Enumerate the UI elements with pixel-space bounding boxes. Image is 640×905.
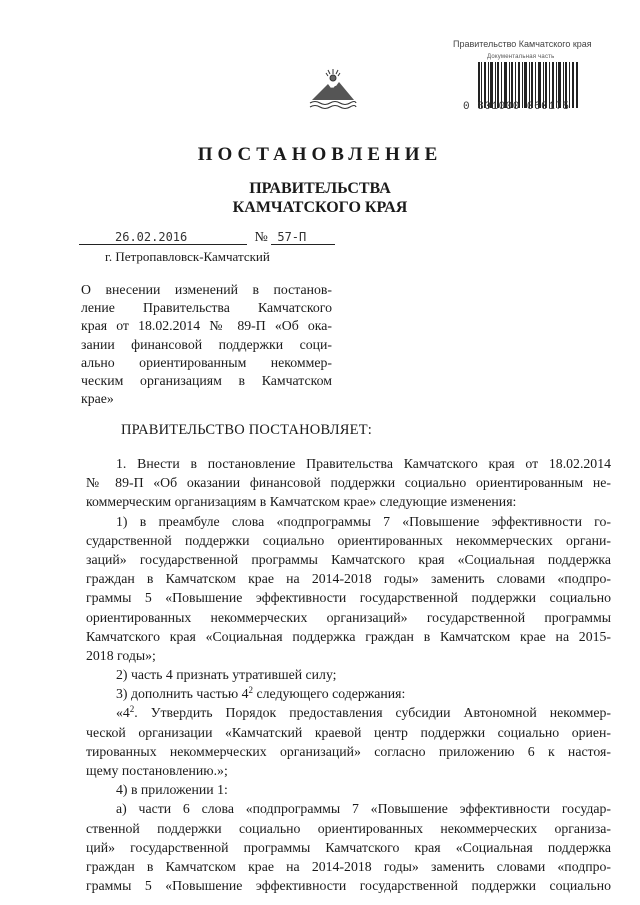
- body-line: [86, 627, 611, 646]
- document-date: 26.02.2016: [79, 230, 247, 245]
- body-line: [86, 588, 611, 607]
- body-line-text: ственной поддержки социально ориентированных некоммерческих организа-: [86, 820, 611, 836]
- body-line: [86, 512, 611, 531]
- body-line: [86, 608, 611, 627]
- body-line: [86, 454, 611, 473]
- body-line: [86, 684, 611, 703]
- body-line-text: 4) в приложении 1:: [116, 782, 228, 798]
- body-line-text: № 89-П «Об оказании финансовой поддержки социально ориентированным не-: [86, 475, 611, 491]
- body-line: [86, 742, 611, 761]
- body-line-text: 2) часть 4 признать утратившей силу;: [116, 667, 337, 683]
- subject-line: зании финансовой поддержки соци-: [81, 336, 332, 352]
- place-of-issue: г. Петропавловск-Камчатский: [105, 249, 270, 264]
- body-line: [86, 723, 611, 742]
- issuer-line-2: КАМЧАТСКОГО КРАЯ: [232, 199, 408, 216]
- body-line-text: «4: [116, 705, 130, 721]
- number-label: №: [254, 230, 268, 245]
- subject-line: ление Правительства Камчатского: [81, 300, 332, 316]
- body-line: [86, 838, 611, 857]
- superscript: 2: [129, 704, 135, 715]
- date-number-line: [79, 230, 335, 246]
- superscript: 2: [248, 685, 254, 696]
- body-line: [86, 492, 611, 511]
- body-line-text: Камчатского края «Социальная поддержка граждан в Камчатском крае на 2015-: [86, 628, 611, 644]
- subject-line: О внесении изменений в постанов-: [81, 282, 332, 297]
- body-line-text: сударственной поддержки социально ориентированных некоммерческих органи-: [86, 532, 611, 548]
- subject-line: крае»: [81, 391, 114, 407]
- document-title: ПОСТАНОВЛЕНИЕ: [197, 144, 443, 165]
- issuer-line-1: ПРАВИТЕЛЬСТВА: [249, 180, 391, 197]
- body-line: [86, 819, 611, 838]
- body-line-text: а) части 6 слова «подпрограммы 7 «Повышение эффективности государ-: [116, 801, 611, 817]
- body-line-text: 2018 годы»;: [86, 647, 156, 663]
- kamchatka-emblem-icon: [306, 66, 360, 112]
- body-line-text: граждан в Камчатском крае на 2014-2018 годы» заменить словами «подпро-: [86, 571, 611, 587]
- body-line-text: 1) в преамбуле слова «подпрограммы 7 «Повышение эффективности го-: [116, 513, 611, 529]
- body-line-text: коммерческим организациям в Камчатском крае» следующие изменения:: [86, 494, 517, 510]
- subject-line: края от 18.02.2014 № 89-П «Об ока-: [81, 318, 332, 334]
- body-line-text: граммы 5 «Повышение эффективности государственной поддержки социально: [86, 878, 611, 894]
- body-line: [86, 569, 611, 588]
- barcode-number: 0 801000 060175: [463, 101, 570, 113]
- body-line: [86, 531, 611, 550]
- body-line-text: ориентированных некоммерческих организаций» государственной программы: [86, 609, 611, 625]
- body-line: [86, 473, 611, 492]
- body-line-text: 3) дополнить частью 4: [116, 686, 249, 702]
- body-line: [86, 780, 611, 799]
- document-number: 57-П: [271, 230, 335, 245]
- body-line: [86, 761, 611, 780]
- resolution-heading: ПРАВИТЕЛЬСТВО ПОСТАНОВЛЯЕТ:: [121, 422, 373, 438]
- body-line: [86, 550, 611, 569]
- body-line-text: заций» государственной программы Камчатского края «Социальная поддержка: [86, 551, 611, 567]
- body-line-text: тированных некоммерческих организаций» согласно приложению 6 к настоя-: [86, 743, 611, 759]
- body-line: [86, 876, 611, 895]
- body-line-text: ций» государственной программы Камчатского края «Социальная поддержка: [86, 839, 611, 855]
- body-line: [86, 857, 611, 876]
- registry-stamp-header: Правительство Камчатского края: [453, 39, 592, 49]
- body-line-text: следующего содержания:: [253, 686, 406, 702]
- resolution-body: [86, 454, 611, 895]
- subject-line: ально ориентированным некоммер-: [81, 354, 332, 370]
- body-line-text: граждан в Камчатском крае на 2014-2018 годы» заменить словами «подпро-: [86, 858, 611, 874]
- body-line-text: граммы 5 «Повышение эффективности государственной поддержки социально: [86, 590, 611, 606]
- body-line: [86, 703, 611, 722]
- body-line: [86, 665, 611, 684]
- registry-stamp-subtitle: Документальная часть: [487, 54, 555, 60]
- body-line-text: . Утвердить Порядок предоставления субсидии Автономной некоммер-: [134, 705, 611, 721]
- body-line: [86, 646, 611, 665]
- subject-line: ческим организациям в Камчатском: [81, 373, 332, 389]
- document-subject: [81, 281, 332, 408]
- body-line-text: 1. Внести в постановление Правительства Камчатского края от 18.02.2014: [116, 456, 611, 471]
- body-line: [86, 799, 611, 818]
- body-line-text: щему постановлению.»;: [86, 763, 228, 778]
- body-line-text: ческой организации «Камчатский краевой центр поддержки социально ориен-: [86, 724, 611, 740]
